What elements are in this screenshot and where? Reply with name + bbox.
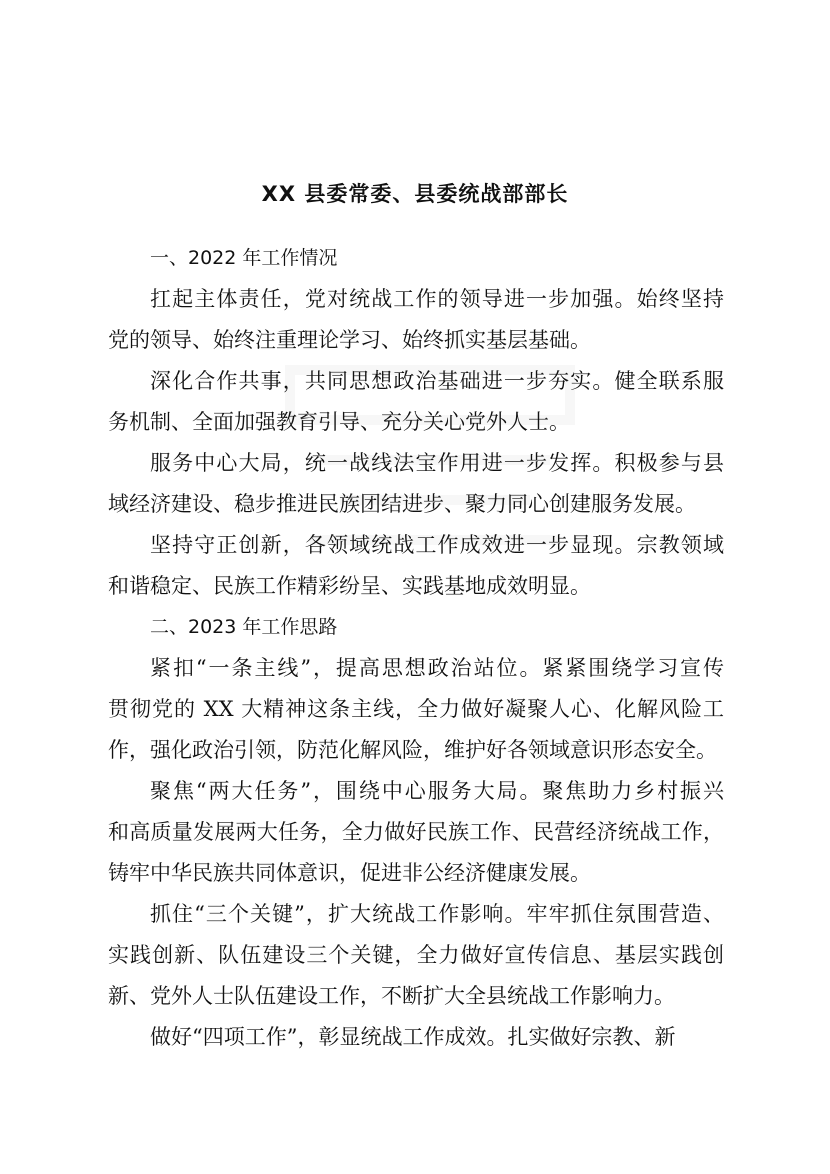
paragraph-line: 铸牢中华民族共同体意识，促进非公经济健康发展。 (108, 861, 591, 885)
paragraph-line: 深化合作共事，共同思想政治基础进一步夯实。健全联系服 (150, 369, 724, 393)
paragraph-line: 和谐稳定、民族工作精彩纷呈、实践基地成效明显。 (108, 574, 591, 598)
paragraph-line: 作，强化政治引领，防范化解风险，维护好各领域意识形态安全。 (108, 738, 717, 762)
section-heading: 一、2022 年工作情况 (150, 247, 338, 269)
section-heading: 二、2023 年工作思路 (150, 616, 338, 638)
paragraph-line: 新、党外人士队伍建设工作，不断扩大全县统战工作影响力。 (108, 984, 675, 1008)
paragraph-line: 务机制、全面加强教育引导、充分关心党外人士。 (108, 410, 570, 434)
paragraph-line: 坚持守正创新，各领域统战工作成效进一步显现。宗教领域 (150, 533, 724, 557)
paragraph-line: 扛起主体责任，党对统战工作的领导进一步加强。始终坚持 (150, 287, 724, 311)
paragraph-line: 做好“四项工作”，彰显统战工作成效。扎实做好宗教、新 (150, 1025, 676, 1049)
paragraph-line: 党的领导、始终注重理论学习、始终抓实基层基础。 (108, 328, 591, 352)
paragraph-line: 实践创新、队伍建设三个关键，全力做好宣传信息、基层实践创 (108, 943, 724, 967)
document-body (108, 238, 724, 1058)
paragraph-line: 和高质量发展两大任务，全力做好民族工作、民营经济统战工作， (108, 820, 724, 844)
paragraph-line: 抓住“三个关键”，扩大统战工作影响。牢牢抓住氛围营造、 (150, 902, 724, 926)
document-title: XX 县委常委、县委统战部部长 (261, 182, 569, 206)
paragraph-line: 聚焦“两大任务”，围绕中心服务大局。聚焦助力乡村振兴 (150, 779, 724, 803)
paragraph-line: 贯彻党的 XX 大精神这条主线，全力做好凝聚人心、化解风险工 (108, 697, 724, 721)
paragraph-line: 域经济建设、稳步推进民族团结进步、聚力同心创建服务发展。 (108, 492, 696, 516)
paragraph-line: 紧扣“一条主线”，提高思想政治站位。紧紧围绕学习宣传 (150, 656, 724, 680)
paragraph-line: 服务中心大局，统一战线法宝作用进一步发挥。积极参与县 (150, 451, 724, 475)
